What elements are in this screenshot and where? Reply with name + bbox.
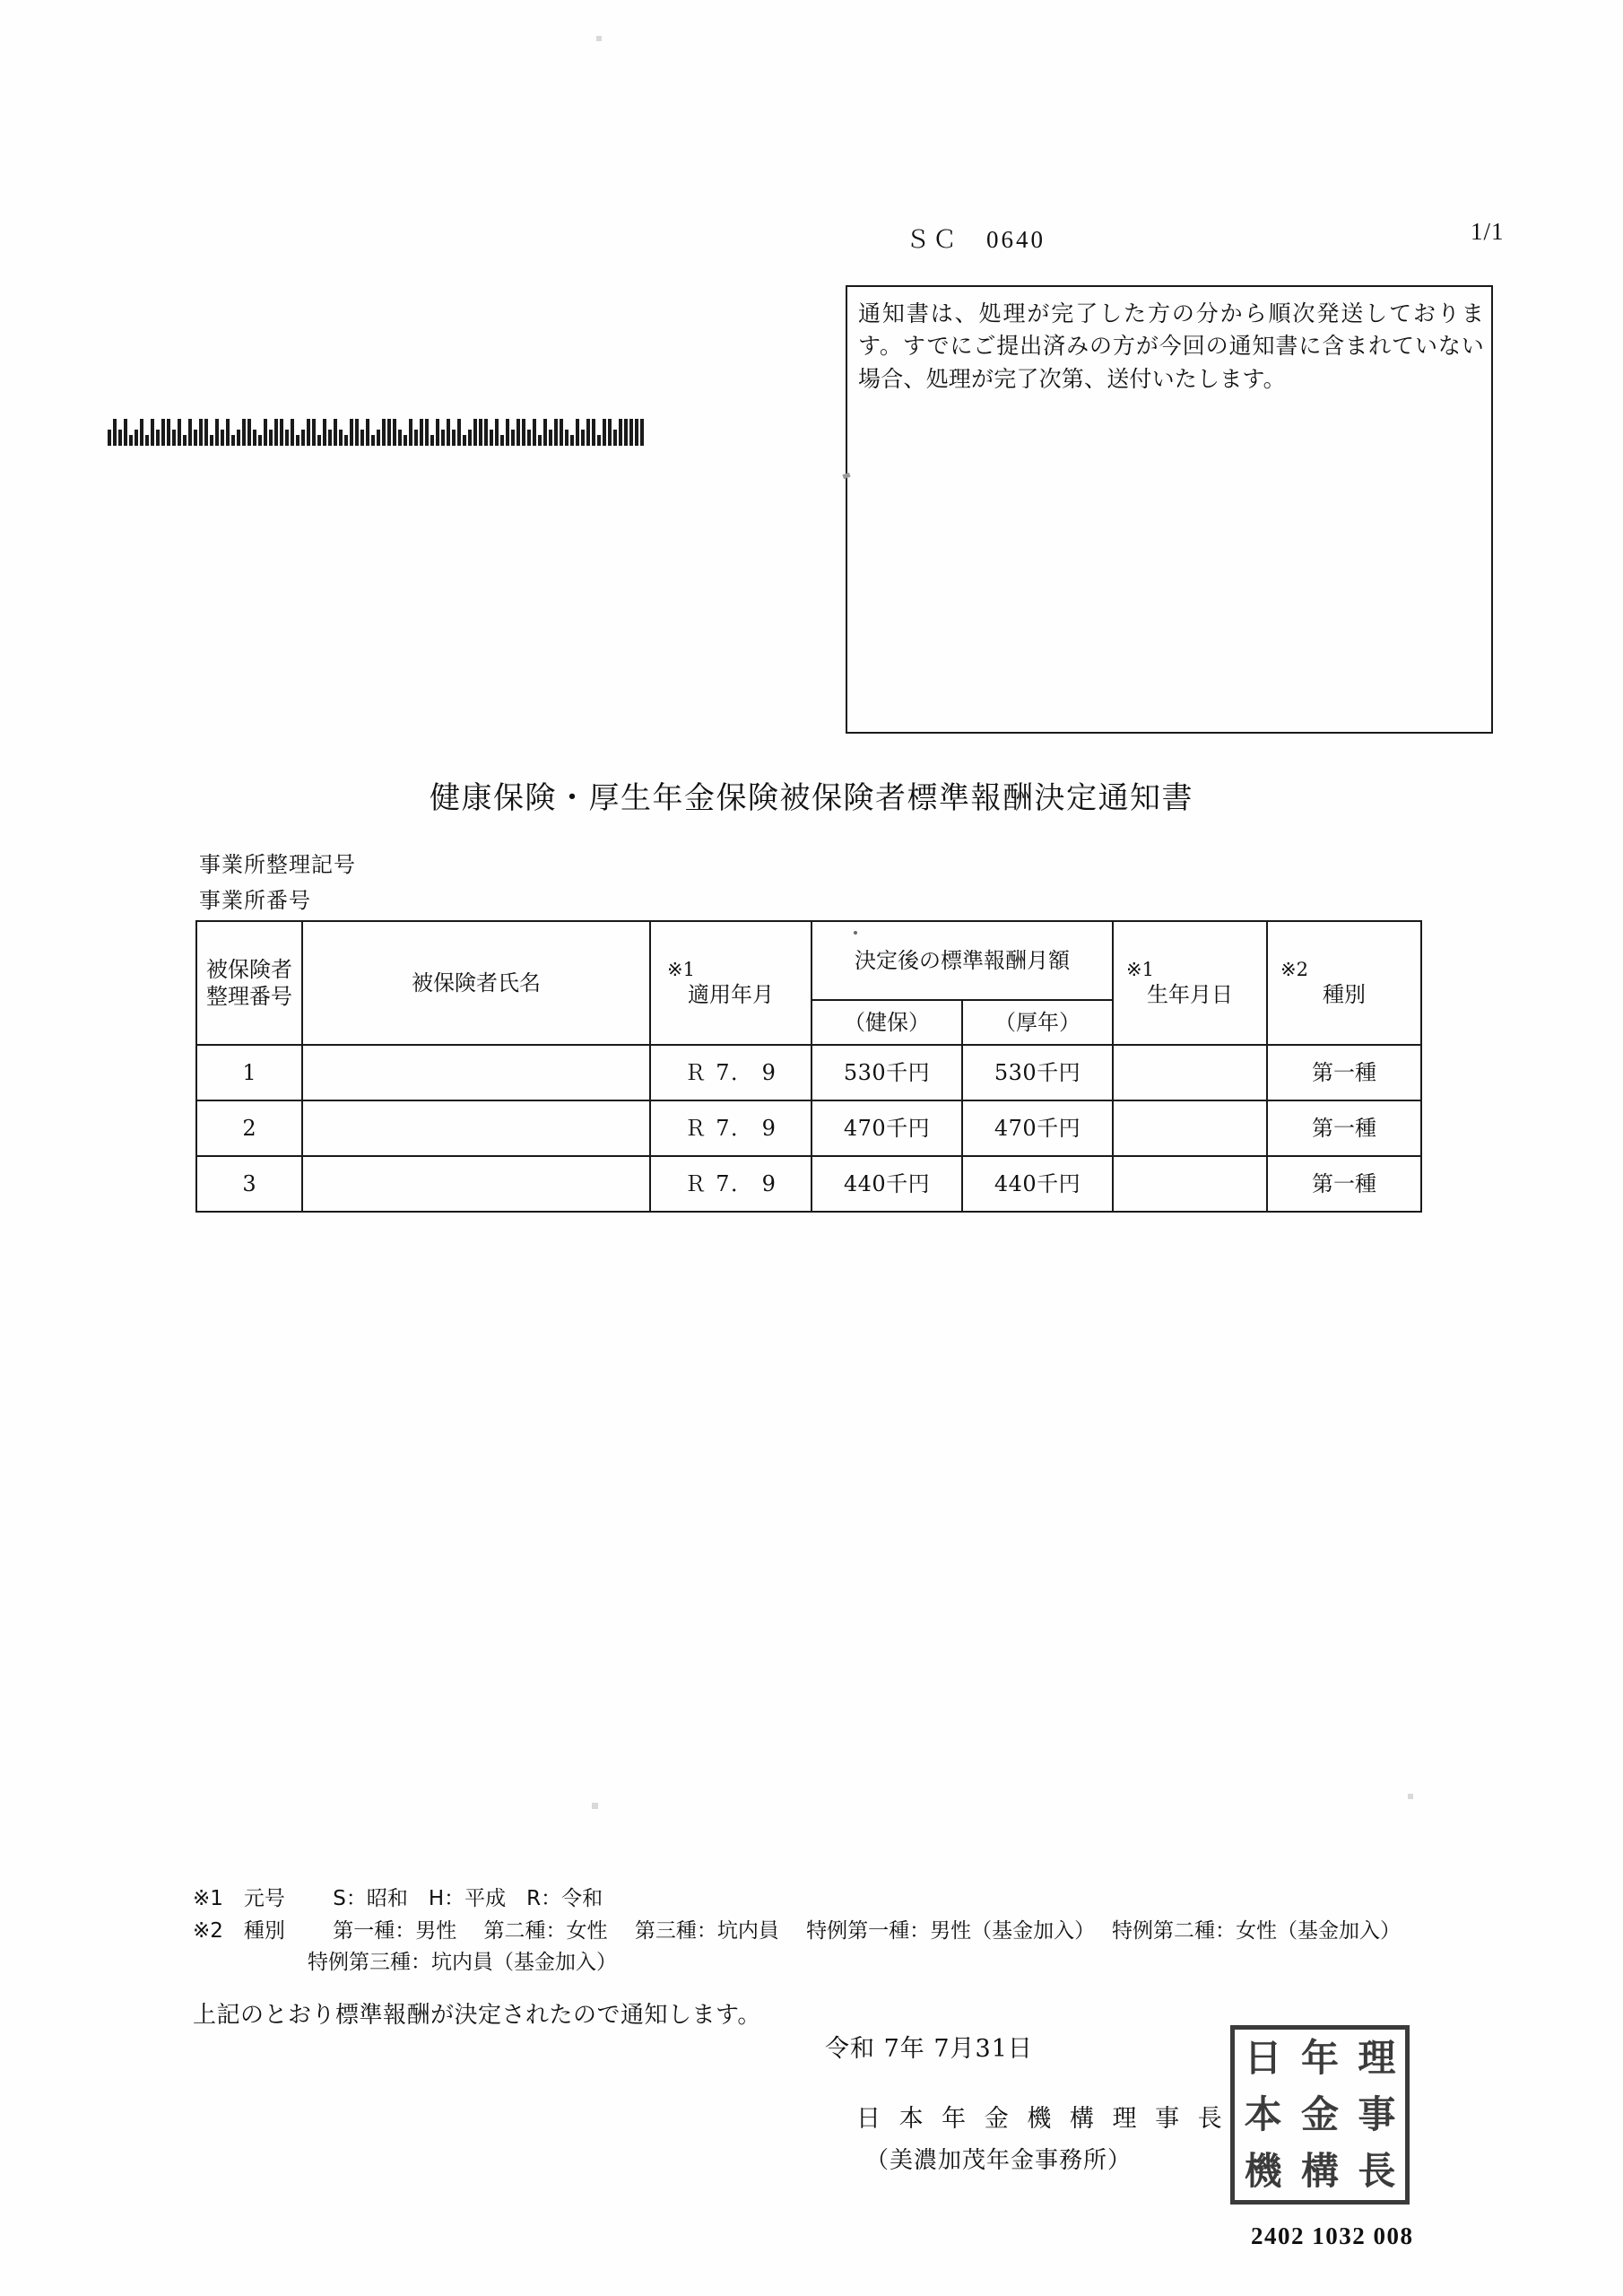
cell-insured-no: 1 [196, 1045, 302, 1100]
issuer-office: （美濃加茂年金事務所） [865, 2147, 1133, 2174]
seal-char: 本 [1244, 2092, 1282, 2136]
table-row [196, 1045, 1421, 1100]
cell-insured-no: 2 [196, 1100, 302, 1156]
cell-birthdate [1113, 1045, 1267, 1100]
seal-char: 日 [1244, 2035, 1282, 2080]
header-health-insurance: （健保） [812, 1000, 962, 1045]
issue-date: 令和 7年 7月31日 [825, 2035, 1033, 2063]
page-title: 健康保険・厚生年金保険被保険者標準報酬決定通知書 [430, 780, 1193, 816]
footnote-2: ※2 種別 第一種：男性 第二種：女性 第三種：坑内員 特例第一種：男性（基金加入） 特例第二種：女性（基金加入） [193, 1918, 1401, 1943]
header-pension-insurance: （厚年） [962, 1000, 1113, 1045]
notice-text: 通知書は、処理が完了した方の分から順次発送しております。すでにご提出済みの方が今回の通知書に含まれていない場合、処理が完了次第、送付いたします。 [858, 300, 1484, 392]
seal-char: 理 [1358, 2035, 1396, 2080]
cell-health-amount: 530千円 [812, 1045, 962, 1100]
office-number-label: 事業所番号 [199, 888, 311, 913]
seal-char: 構 [1300, 2149, 1339, 2194]
footnote-3: 特例第三種：坑内員（基金加入） [308, 1951, 617, 1975]
page-number: 1/1 [1471, 218, 1505, 245]
cell-pension-amount: 530千円 [962, 1045, 1113, 1100]
cell-type: 第一種 [1267, 1100, 1421, 1156]
table-header-row-1 [196, 921, 1421, 1000]
header-decided-amount: 決定後の標準報酬月額 [812, 921, 1113, 1000]
header-insured-name: 被保険者氏名 [302, 921, 650, 1045]
cell-insured-name [302, 1156, 650, 1212]
seal-char: 機 [1244, 2149, 1282, 2194]
cell-pension-amount: 440千円 [962, 1156, 1113, 1212]
cell-birthdate [1113, 1156, 1267, 1212]
cell-type: 第一種 [1267, 1156, 1421, 1212]
scan-speck [596, 36, 602, 41]
cell-birthdate [1113, 1100, 1267, 1156]
table-header [196, 921, 1421, 1045]
header-birthdate: ※1 生年月日 [1113, 921, 1267, 1045]
header-insured-no: 被保険者 整理番号 [196, 921, 302, 1045]
table-row [196, 1100, 1421, 1156]
header-type: ※2 種別 [1267, 921, 1421, 1045]
cell-health-amount: 470千円 [812, 1100, 962, 1156]
header-apply-month: ※1 適用年月 [650, 921, 812, 1045]
footnotes [193, 1883, 1466, 1979]
bottom-reference-code: 2402 1032 008 [1251, 2222, 1414, 2249]
cell-health-amount: 440千円 [812, 1156, 962, 1212]
footnote-1: ※1 元号 S：昭和 H：平成 R：令和 [193, 1887, 603, 1910]
document-code: ＳＣ 0640 [906, 226, 1046, 253]
seal-char: 金 [1300, 2092, 1339, 2136]
scan-speck [1408, 1794, 1413, 1799]
cell-apply-month: Ｒ 7． 9 [650, 1100, 812, 1156]
standard-remuneration-table [195, 920, 1422, 1213]
seal-char: 年 [1300, 2035, 1339, 2080]
issuer-name: 日 本 年 金 機 構 理 事 長 [856, 2105, 1228, 2133]
office-code-label: 事業所整理記号 [199, 852, 356, 877]
table-body [196, 1045, 1421, 1212]
cell-apply-month: Ｒ 7． 9 [650, 1045, 812, 1100]
cell-pension-amount: 470千円 [962, 1100, 1113, 1156]
notice-box [846, 285, 1493, 734]
seal-char: 事 [1358, 2092, 1396, 2136]
cell-insured-name [302, 1045, 650, 1100]
cell-insured-no: 3 [196, 1156, 302, 1212]
address-barcode [108, 408, 668, 446]
cell-insured-name [302, 1100, 650, 1156]
cell-type: 第一種 [1267, 1045, 1421, 1100]
seal-char: 長 [1358, 2149, 1396, 2194]
scan-speck [592, 1803, 598, 1809]
statement-text: 上記のとおり標準報酬が決定されたので通知します。 [193, 2002, 761, 2029]
cell-apply-month: Ｒ 7． 9 [650, 1156, 812, 1212]
official-seal [1230, 2025, 1410, 2205]
table-row [196, 1156, 1421, 1212]
